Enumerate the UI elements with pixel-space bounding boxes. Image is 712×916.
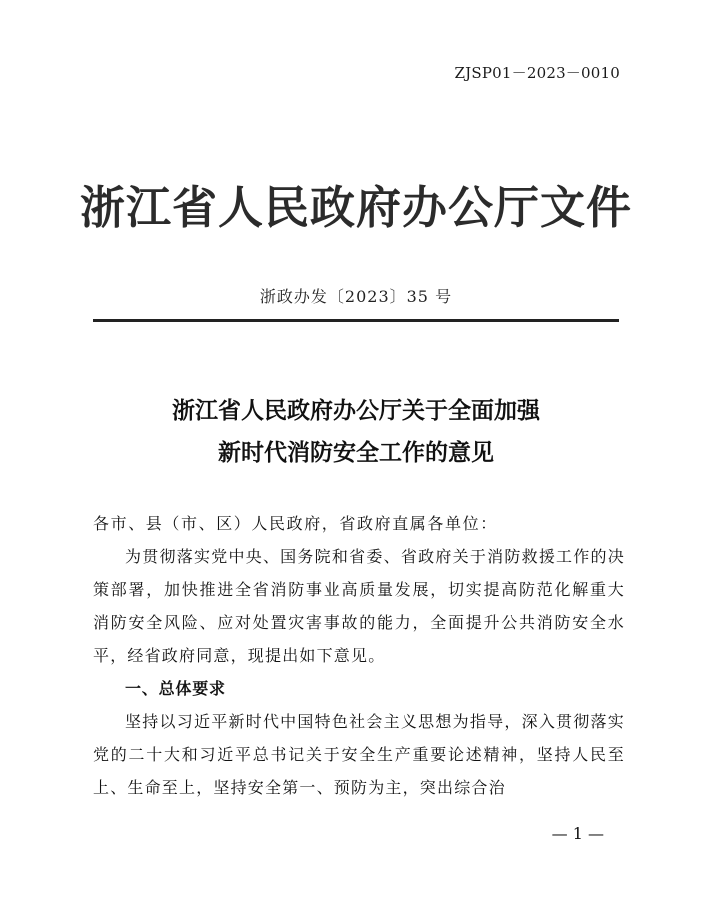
section-heading: 一、总体要求 xyxy=(125,679,226,698)
header-divider xyxy=(93,319,619,322)
document-title-line-2: 新时代消防安全工作的意见 xyxy=(218,439,494,466)
document-header-title: 浙江省人民政府办公厅文件 xyxy=(79,181,632,234)
addressee: 各市、县（市、区）人民政府，省政府直属各单位： xyxy=(93,514,498,533)
document-code: ZJSP01－2023－0010 xyxy=(454,64,620,82)
document-title xyxy=(0,390,712,474)
page-number: — 1 — xyxy=(551,824,604,843)
document-title-line-1: 浙江省人民政府办公厅关于全面加强 xyxy=(172,397,540,424)
document-number: 浙政办发〔2023〕35 号 xyxy=(259,287,453,306)
section-paragraph: 坚持以习近平新时代中国特色社会主义思想为指导，深入贯彻落实党的二十大和习近平总书记关于安全生产重要论述精神，坚持人民至上、生命至上，坚持安全第一、预防为主，突出综合治 xyxy=(93,712,625,797)
document-body xyxy=(93,507,625,804)
intro-paragraph: 为贯彻落实党中央、国务院和省委、省政府关于消防救援工作的决策部署，加快推进全省消防事业高质量发展，切实提高防范化解重大消防安全风险、应对处置灾害事故的能力，全面提升公共消防安全水平，经省政府同意，现提出如下意见。 xyxy=(93,547,625,665)
